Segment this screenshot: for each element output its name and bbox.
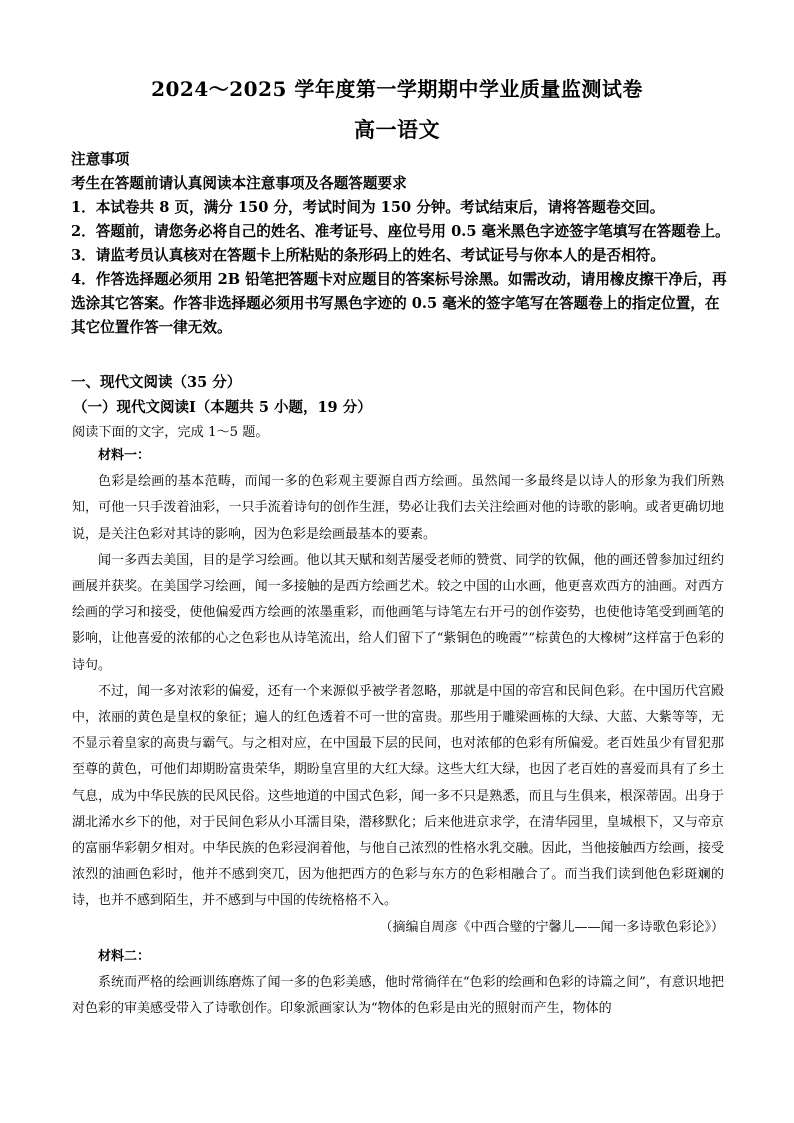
- paragraph: 系统而严格的绘画训练磨炼了闻一多的色彩美感，他时常徜徉在“色彩的绘画和色彩的诗篇之间”，有意识地把对色彩的审美感受带入了诗歌创作。印象派画家认为“物体的色彩是由光的照射而产生，物体的: [72, 975, 724, 1017]
- notice-heading: 注意事项: [71, 151, 130, 168]
- paragraph: 闻一多西去美国，目的是学习绘画。他以其天赋和刻苦屡受老师的赞赏、同学的钦佩，他的画还曾参加过纽约画展并获奖。在美国学习绘画，闻一多接触的是西方绘画艺术。较之中国的山水画，他更喜欢西方的油画。对西方绘画的学习和接受，使他偏爱西方绘画的浓墨重彩，而他画笔与诗笔左右开弓的创作姿势，也使他诗笔受到画笔的影响，让他喜爱的浓郁的心之色彩也从诗笔流出，给人们留下了“紫铜色的晚霞”“棕黄色的大橡树”这样富于色彩的诗句。: [72, 552, 724, 673]
- notice-section: [71, 148, 731, 340]
- section-heading: 一、现代文阅读（35 分）: [71, 374, 242, 391]
- paragraph: 不过，闻一多对浓彩的偏爱，还有一个来源似乎被学者忽略，那就是中国的帝宫和民间色彩。在中国历代宫殿中，浓丽的黄色是皇权的象征；遍人的红色透着不可一世的富贵。那些用于雕梁画栋的大绿、大蓝、大紫等等，无不显示着皇家的高贵与霸气。与之相对应，在中国最下层的民间，也对浓郁的色彩有所偏爱。老百姓虽少有冒犯那至尊的黄色，可他们却期盼富贵荣华，期盼皇宫里的大红大绿。这些大红大绿，也因了老百姓的喜爱而具有了乡土气息，成为中华民族的民风民俗。这些地道的中国式色彩，闻一多不只是熟悉，而且与生俱来，根深蒂固。出身于湖北浠水乡下的他，对于民间色彩从小耳濡目染，潜移默化；后来他进京求学，在清华园里，皇城根下，又与帝京的富丽华彩朝夕相对。中华民族的色彩浸润着他，与他自己浓烈的性格水乳交融。因此，当他接触西方绘画，接受浓烈的油画色彩时，他并不感到突兀，因为他把西方的色彩与东方的色彩相融合了。而当我们读到他色彩斑斓的诗，也并不感到陌生，并不感到与中国的传统格格不入。: [72, 683, 724, 909]
- exam-subject: 高一语文: [354, 117, 440, 142]
- subsection-heading: （一）现代文阅读Ⅰ（本题共 5 小题，19 分）: [73, 399, 372, 416]
- exam-title: 2024～2025 学年度第一学期期中学业质量监测试卷: [151, 77, 643, 101]
- source-citation: （摘编自周彦《中西合璧的宁馨儿——闻一多诗歌色彩论》）: [379, 919, 724, 935]
- notice-item: 2．答题前，请您务必将自己的姓名、准考证号、座位号用 0.5 毫米黑色字迹签字笔填写在答题卷上。: [71, 223, 730, 240]
- notice-intro: 考生在答题前请认真阅读本注意事项及各题答题要求: [71, 175, 407, 192]
- notice-item: 3．请监考员认真核对在答题卡上所粘贴的条形码上的姓名、考试证号与你本人的是否相符。: [71, 247, 665, 264]
- material-two: [72, 944, 724, 1023]
- paragraph: 色彩是绘画的基本范畴，而闻一多的色彩观主要源自西方绘画。虽然闻一多最终是以诗人的形象为我们所熟知，可他一只手泼着油彩，一只手流着诗句的创作生涯，势必让我们去关注绘画对他的诗歌的影响。或者更确切地说，是关注色彩对其诗的影响，因为色彩是绘画最基本的要素。: [72, 474, 724, 542]
- notice-item: 1．本试卷共 8 页，满分 150 分，考试时间为 150 分钟。考试结束后，请将答题卷交回。: [71, 199, 665, 216]
- material-label: 材料二：: [98, 949, 151, 964]
- notice-item: 4．作答选择题必须用 2B 铅笔把答题卡对应题目的答案标号涂黑。如需改动，请用橡皮擦干净后，再选涂其它答案。作答非选择题必须用书写黑色字迹的 0.5 毫米的签字笔写在答题卷上的指定位置，在其它位置作答一律无效。: [71, 271, 727, 336]
- material-one: [72, 443, 724, 941]
- material-label: 材料一：: [98, 448, 151, 463]
- reading-instruction: 阅读下面的文字，完成 1～5 题。: [72, 425, 269, 440]
